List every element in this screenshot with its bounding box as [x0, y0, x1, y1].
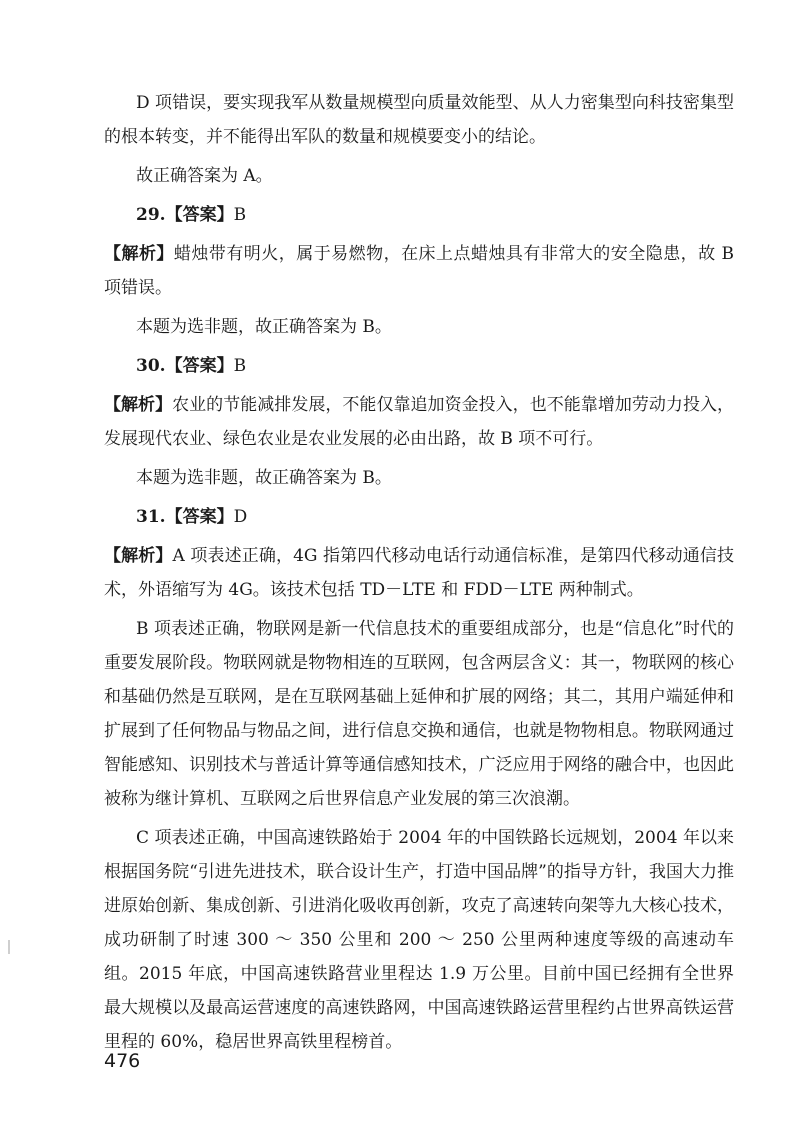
- paragraph-text: 蜡烛带有明火，属于易燃物，在床上点蜡烛具有非常大的安全隐患，故 B 项错误。: [104, 244, 734, 298]
- answer-value: D: [233, 507, 248, 527]
- paragraph-text: 故正确答案为 A。: [136, 166, 273, 186]
- page-number: 476: [104, 1050, 141, 1072]
- analysis-label: 【解析】: [104, 244, 174, 264]
- paragraph-text: B 项表述正确，物联网是新一代信息技术的重要组成部分，也是“信息化”时代的重要发展阶段。物联网就是物物相连的互联网，包含两层含义：其一，物联网的核心和基础仍然是互联网，是在互联网基础上延伸和扩展的网络；其二，其用户端延伸和扩展到了任何物品与物品之间，进行信息交换和通信，也就是物物相息。物联网通过智能感知、识别技术与普适计算等通信感知技术，广泛应用于网络的融合中，也因此被称为继计算机、互联网之后世界信息产业发展的第三次浪潮。: [104, 619, 734, 809]
- analysis-label: 【解析】: [104, 546, 173, 566]
- q31-analysis-b: [104, 612, 734, 816]
- q31-answer: [104, 500, 734, 534]
- q30-answer: [104, 349, 734, 383]
- scan-artifact: [8, 940, 10, 954]
- paragraph-text: A 项表述正确，4G 指第四代移动电话行动通信标准，是第四代移动通信技术，外语缩写为 4G。该技术包括 TD－LTE 和 FDD－LTE 两种制式。: [104, 546, 735, 600]
- q31-analysis-a: [104, 539, 734, 607]
- answer-label: 30.【答案】: [136, 356, 234, 376]
- q29-analysis: [104, 237, 734, 305]
- answer-value: B: [233, 356, 247, 376]
- answer-label: 31.【答案】: [136, 507, 234, 527]
- paragraph-text: D 项错误，要实现我军从数量规模型向质量效能型、从人力密集型向科技密集型的根本转变，并不能得出军队的数量和规模要变小的结论。: [104, 93, 734, 147]
- paragraph-d-wrong: [104, 86, 734, 154]
- answer-label: 29.【答案】: [136, 205, 234, 225]
- q31-analysis-c: [104, 821, 734, 1059]
- q29-answer: [104, 198, 734, 232]
- q30-analysis: [104, 388, 734, 456]
- paragraph-text: 本题为选非题，故正确答案为 B。: [136, 468, 392, 488]
- answer-value: B: [233, 205, 247, 225]
- q29-conclusion: [104, 310, 734, 344]
- analysis-label: 【解析】: [104, 395, 173, 415]
- paragraph-text: 本题为选非题，故正确答案为 B。: [136, 317, 392, 337]
- q30-conclusion: [104, 461, 734, 495]
- paragraph-answer-28: [104, 159, 734, 193]
- page-content: [104, 86, 734, 1064]
- paragraph-text: 农业的节能减排发展，不能仅靠追加资金投入，也不能靠增加劳动力投入，发展现代农业、绿色农业是农业发展的必由出路，故 B 项不可行。: [104, 395, 735, 449]
- paragraph-text: C 项表述正确，中国高速铁路始于 2004 年的中国铁路长远规划，2004 年以来根据国务院“引进先进技术，联合设计生产，打造中国品牌”的指导方针，我国大力推进原始创新、集成创新、引进消化吸收再创新，攻克了高速转向架等九大核心技术，成功研制了时速 300 ～ 350 公里和 200 ～ 250 公里两种速度等级的高速动车组。2015 年底，中国高速铁路营业里程达 1.9 万公里。目前中国已经拥有全世界最大规模以及最高运营速度的高速铁路网，中国高速铁路运营里程约占世界高铁运营里程的 60%，稳居世界高铁里程榜首。: [104, 828, 734, 1052]
